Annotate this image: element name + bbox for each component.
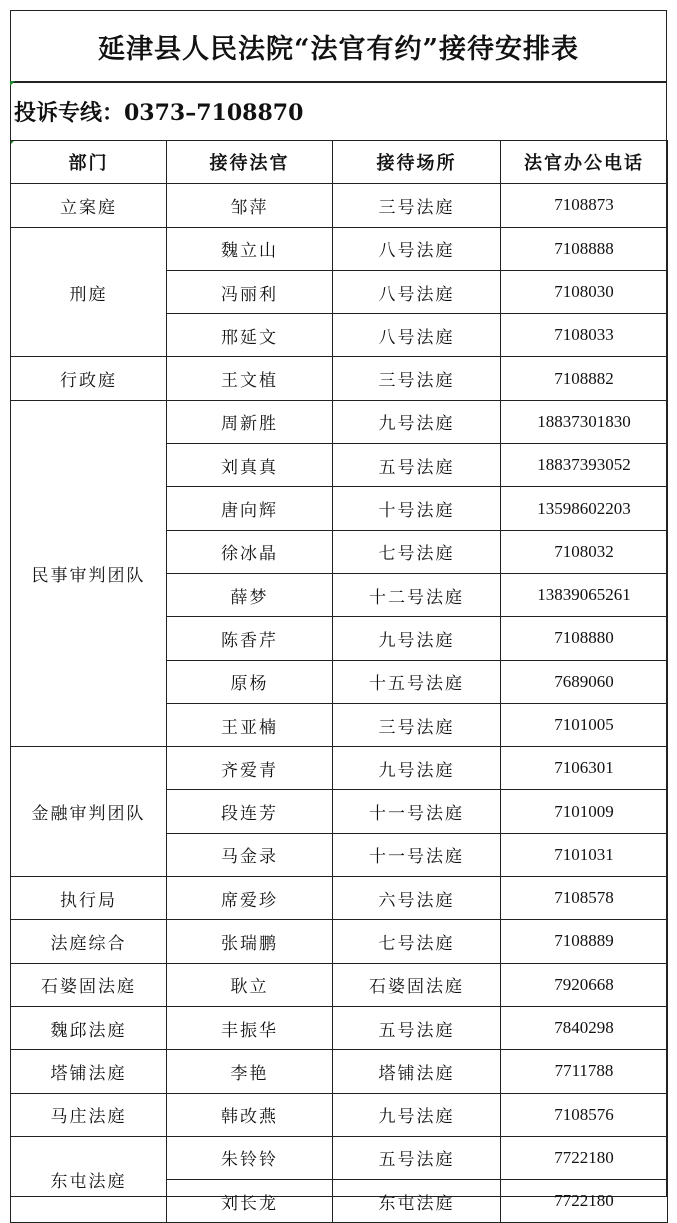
table-row xyxy=(11,184,668,227)
judge-cell: 席爱珍 xyxy=(167,877,333,920)
department-cell: 魏邱法庭 xyxy=(11,1006,167,1049)
judge-cell: 张瑞鹏 xyxy=(167,920,333,963)
judge-cell: 段连芳 xyxy=(167,790,333,833)
department-cell: 马庄法庭 xyxy=(11,1093,167,1136)
phone-cell: 13839065261 xyxy=(501,573,668,616)
department-cell: 行政庭 xyxy=(11,357,167,400)
venue-cell: 九号法庭 xyxy=(333,747,501,790)
reception-table xyxy=(10,140,668,1223)
phone-cell: 7108576 xyxy=(501,1093,668,1136)
table-header-row xyxy=(11,141,668,184)
phone-cell: 7106301 xyxy=(501,747,668,790)
phone-cell: 7108873 xyxy=(501,184,668,227)
phone-cell: 7101009 xyxy=(501,790,668,833)
judge-cell: 徐冰晶 xyxy=(167,530,333,573)
judge-cell: 陈香芹 xyxy=(167,617,333,660)
department-cell: 立案庭 xyxy=(11,184,167,227)
table-row xyxy=(11,357,668,400)
judge-cell: 李艳 xyxy=(167,1050,333,1093)
table-row xyxy=(11,400,668,443)
phone-cell: 7108578 xyxy=(501,877,668,920)
phone-cell: 7108888 xyxy=(501,227,668,270)
phone-cell: 7711788 xyxy=(501,1050,668,1093)
complaint-hotline: 投诉专线：0373–7108870 xyxy=(14,99,304,126)
judge-cell: 唐向辉 xyxy=(167,487,333,530)
table-row xyxy=(11,1006,668,1049)
venue-cell: 十二号法庭 xyxy=(333,573,501,616)
venue-cell: 七号法庭 xyxy=(333,920,501,963)
phone-cell: 7101005 xyxy=(501,703,668,746)
phone-cell: 7108889 xyxy=(501,920,668,963)
department-cell: 金融审判团队 xyxy=(11,747,167,877)
phone-cell: 7101031 xyxy=(501,833,668,876)
venue-cell: 五号法庭 xyxy=(333,444,501,487)
department-cell: 执行局 xyxy=(11,877,167,920)
judge-cell: 刘真真 xyxy=(167,444,333,487)
department-cell: 刑庭 xyxy=(11,227,167,357)
phone-cell: 7108030 xyxy=(501,270,668,313)
judge-cell: 朱铃铃 xyxy=(167,1136,333,1179)
venue-cell: 东屯法庭 xyxy=(333,1180,501,1223)
judge-cell: 邹萍 xyxy=(167,184,333,227)
department-cell: 民事审判团队 xyxy=(11,400,167,746)
table-row xyxy=(11,877,668,920)
judge-cell: 齐爱青 xyxy=(167,747,333,790)
venue-cell: 六号法庭 xyxy=(333,877,501,920)
venue-cell: 九号法庭 xyxy=(333,617,501,660)
phone-cell: 18837393052 xyxy=(501,444,668,487)
table-row xyxy=(11,1136,668,1179)
table-body xyxy=(11,184,668,1223)
table-row xyxy=(11,747,668,790)
venue-cell: 九号法庭 xyxy=(333,400,501,443)
table-row xyxy=(11,1050,668,1093)
phone-cell: 7722180 xyxy=(501,1180,668,1223)
phone-cell: 7108882 xyxy=(501,357,668,400)
department-cell: 法庭综合 xyxy=(11,920,167,963)
venue-cell: 五号法庭 xyxy=(333,1006,501,1049)
venue-cell: 八号法庭 xyxy=(333,227,501,270)
venue-cell: 十五号法庭 xyxy=(333,660,501,703)
table-row xyxy=(11,963,668,1006)
header-judge: 接待法官 xyxy=(167,141,333,184)
judge-cell: 邢延文 xyxy=(167,314,333,357)
judge-cell: 周新胜 xyxy=(167,400,333,443)
department-cell: 石婆固法庭 xyxy=(11,963,167,1006)
phone-cell: 7920668 xyxy=(501,963,668,1006)
judge-cell: 耿立 xyxy=(167,963,333,1006)
page-title: 延津县人民法院“法官有约”接待安排表 xyxy=(97,33,580,65)
venue-cell: 七号法庭 xyxy=(333,530,501,573)
phone-cell: 13598602203 xyxy=(501,487,668,530)
venue-cell: 十一号法庭 xyxy=(333,790,501,833)
table-row xyxy=(11,227,668,270)
phone-cell: 7108033 xyxy=(501,314,668,357)
venue-cell: 石婆固法庭 xyxy=(333,963,501,1006)
venue-cell: 九号法庭 xyxy=(333,1093,501,1136)
judge-cell: 马金录 xyxy=(167,833,333,876)
judge-cell: 魏立山 xyxy=(167,227,333,270)
phone-cell: 7722180 xyxy=(501,1136,668,1179)
venue-cell: 五号法庭 xyxy=(333,1136,501,1179)
judge-cell: 丰振华 xyxy=(167,1006,333,1049)
department-cell: 塔铺法庭 xyxy=(11,1050,167,1093)
judge-cell: 冯丽利 xyxy=(167,270,333,313)
judge-cell: 王亚楠 xyxy=(167,703,333,746)
phone-cell: 7108032 xyxy=(501,530,668,573)
department-cell: 东屯法庭 xyxy=(11,1136,167,1223)
venue-cell: 三号法庭 xyxy=(333,184,501,227)
venue-cell: 三号法庭 xyxy=(333,357,501,400)
judge-cell: 刘长龙 xyxy=(167,1180,333,1223)
judge-cell: 薛梦 xyxy=(167,573,333,616)
venue-cell: 三号法庭 xyxy=(333,703,501,746)
judge-cell: 原杨 xyxy=(167,660,333,703)
table-row xyxy=(11,920,668,963)
header-department: 部门 xyxy=(11,141,167,184)
venue-cell: 塔铺法庭 xyxy=(333,1050,501,1093)
venue-cell: 十一号法庭 xyxy=(333,833,501,876)
header-venue: 接待场所 xyxy=(333,141,501,184)
judge-cell: 韩改燕 xyxy=(167,1093,333,1136)
table-row xyxy=(11,1093,668,1136)
phone-cell: 7689060 xyxy=(501,660,668,703)
venue-cell: 八号法庭 xyxy=(333,314,501,357)
venue-cell: 十号法庭 xyxy=(333,487,501,530)
header-phone: 法官办公电话 xyxy=(501,141,668,184)
phone-cell: 7108880 xyxy=(501,617,668,660)
judge-cell: 王文植 xyxy=(167,357,333,400)
venue-cell: 八号法庭 xyxy=(333,270,501,313)
phone-cell: 18837301830 xyxy=(501,400,668,443)
phone-cell: 7840298 xyxy=(501,1006,668,1049)
